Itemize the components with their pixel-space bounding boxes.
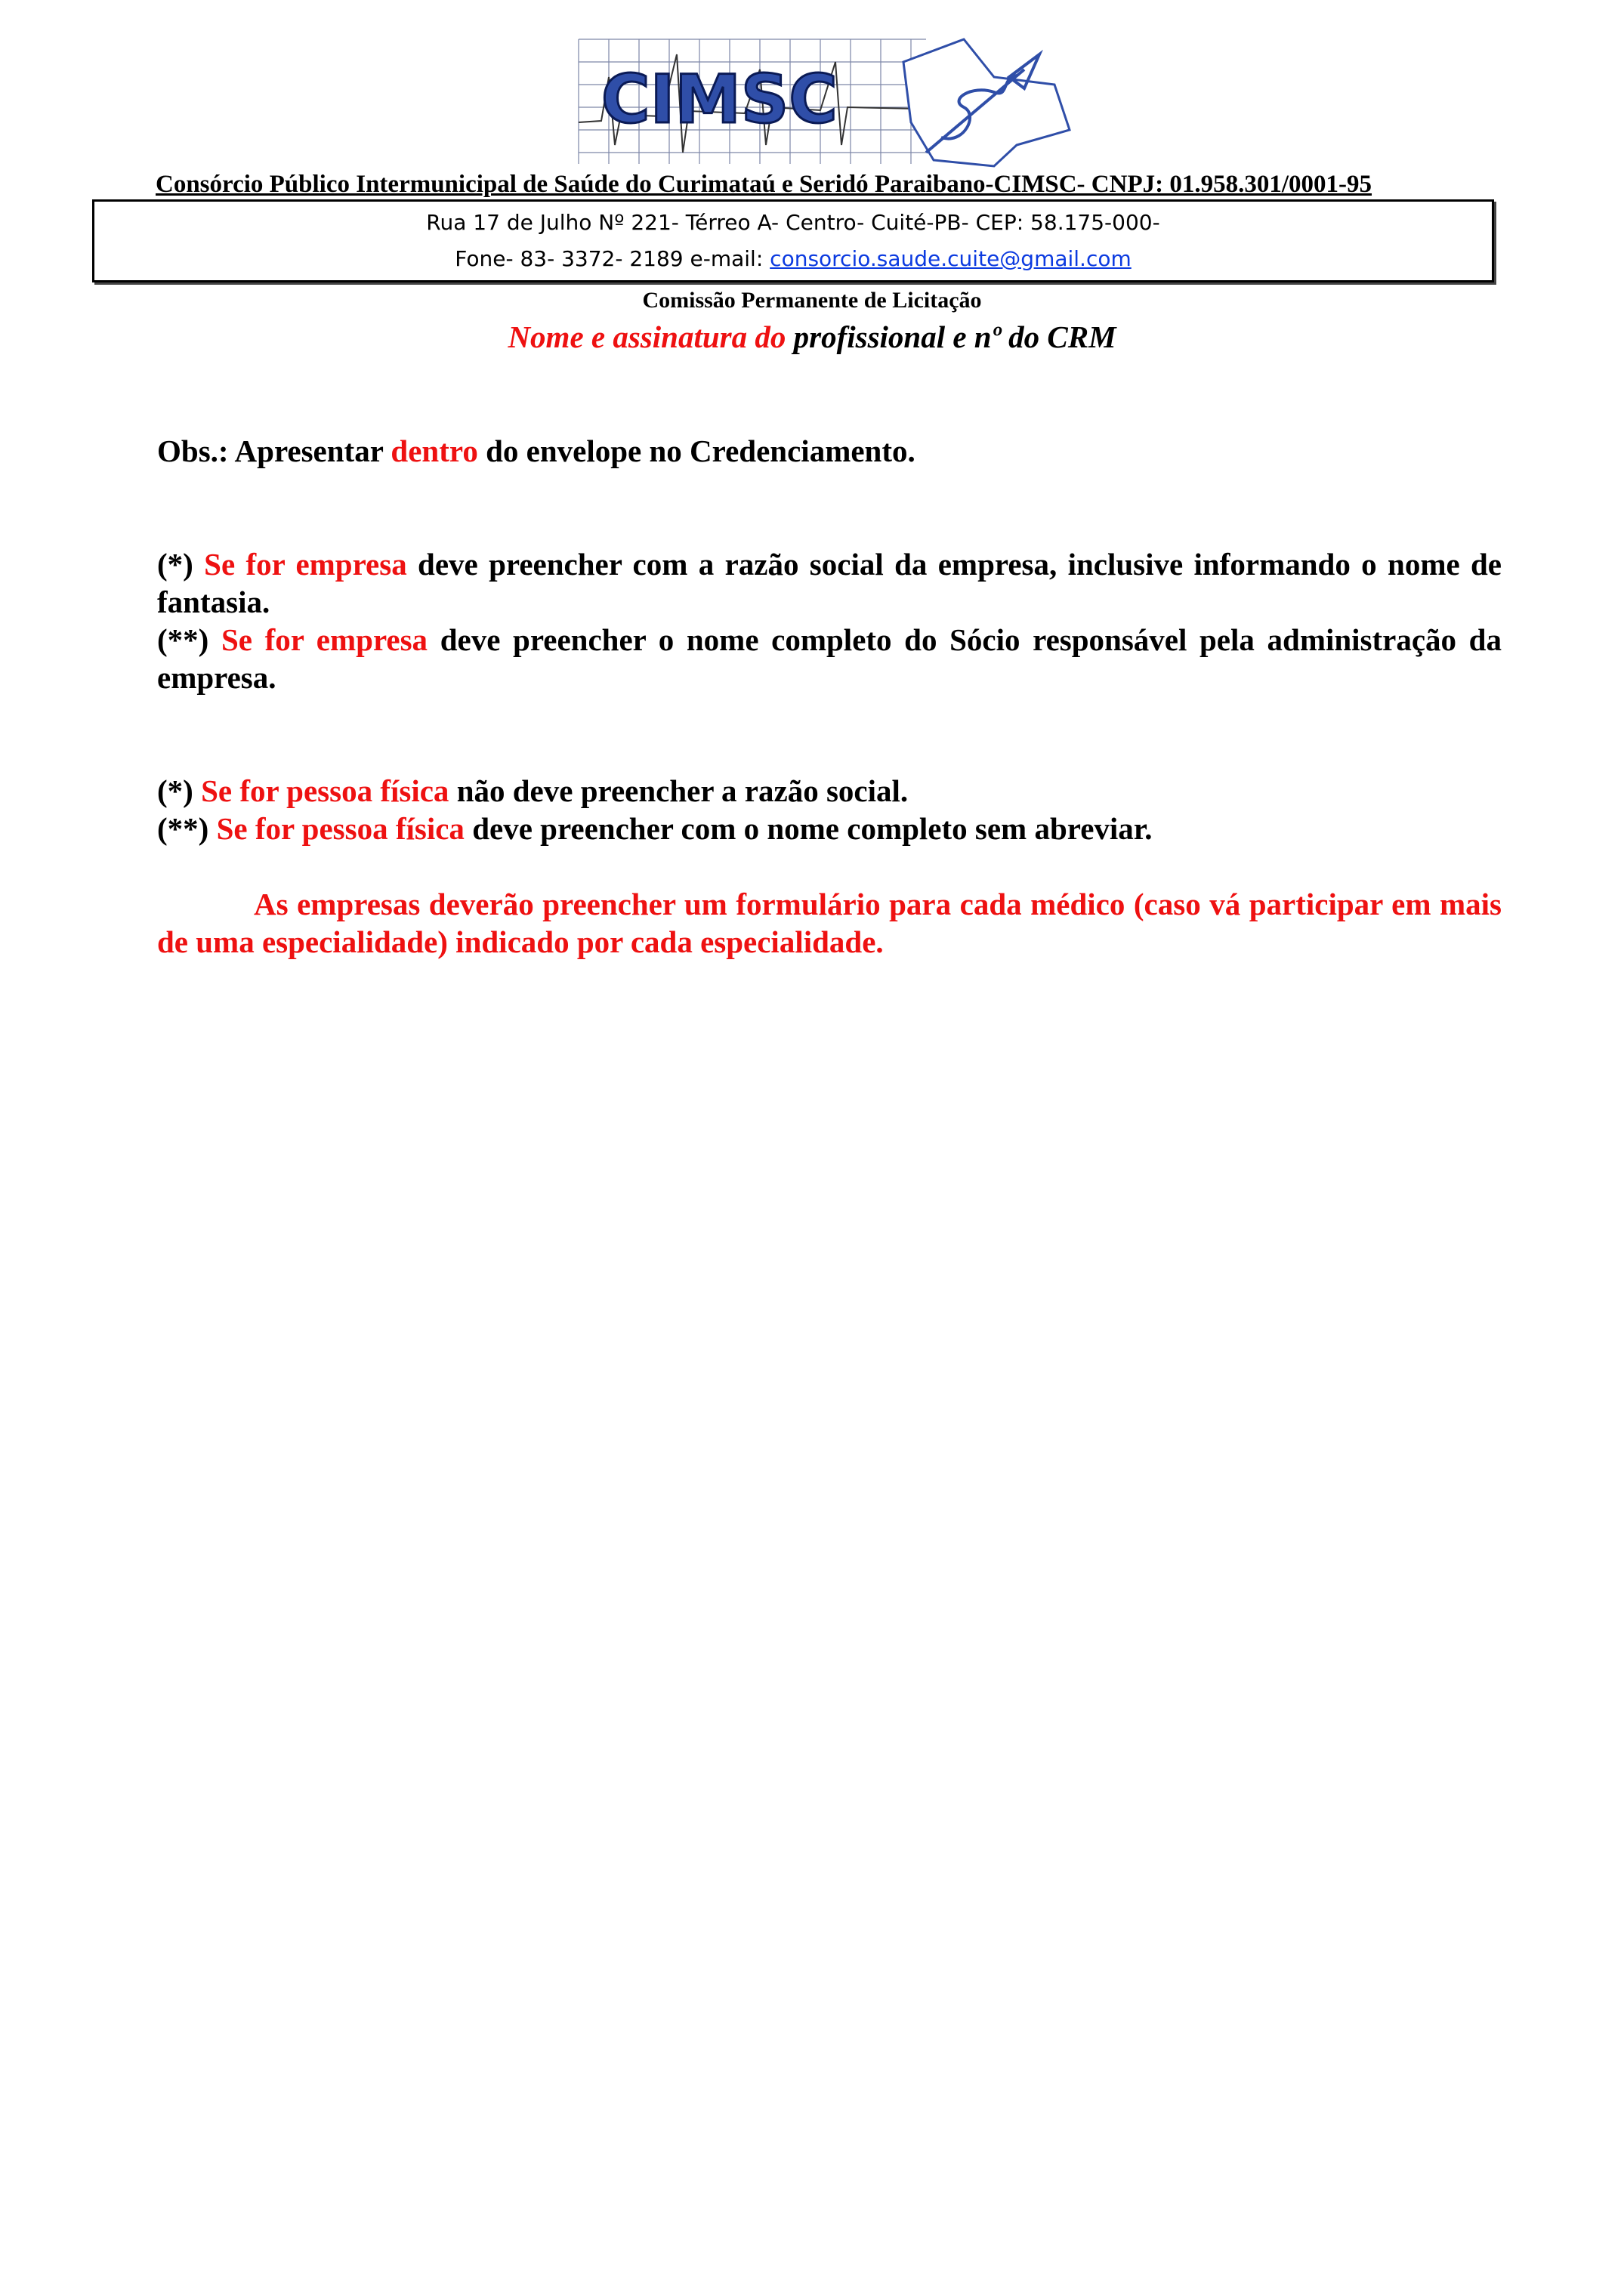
empresa-note-2-highlight: Se for empresa: [221, 622, 428, 657]
empresa-note-1-marker: (*): [157, 547, 205, 582]
obs-highlight: dentro: [391, 434, 478, 468]
empresa-note-2: [157, 621, 1502, 696]
pessoa-note-1: [157, 772, 1502, 810]
pessoa-note-2-highlight: Se for pessoa física: [216, 811, 465, 846]
commission-title: Comissão Permanente de Licitação: [642, 288, 982, 313]
pessoa-note-2-text: deve preencher com o nome completo sem abreviar.: [464, 811, 1153, 846]
address-box: [92, 199, 1494, 282]
final-note: As empresas deverão preencher um formulário para cada médico (caso vá participar em mais de uma especialidade) indicado por cada especialidade.: [157, 887, 1502, 959]
pessoa-note-1-highlight: Se for pessoa física: [201, 773, 449, 808]
logo-text: CIMSC: [601, 60, 838, 138]
obs-paragraph: [157, 432, 1502, 470]
empresa-note-2-marker: (**): [157, 622, 221, 657]
obs-before: Obs.: Apresentar: [157, 434, 391, 468]
signature-caption-red: Nome e assinatura do: [508, 319, 786, 354]
obs-after: do envelope no Credenciamento.: [477, 434, 915, 468]
address-line: Rua 17 de Julho Nº 221- Térreo A- Centro- Cuité-PB- CEP: 58.175-000-: [426, 210, 1160, 235]
cimsc-logo: [571, 32, 1085, 168]
empresa-note-1-highlight: Se for empresa: [204, 547, 407, 582]
phone-text: Fone- 83- 3372- 2189 e-mail:: [455, 246, 770, 271]
contact-line: [94, 244, 1492, 274]
organization-name: Consórcio Público Intermunicipal de Saúde do Curimataú e Seridó Paraibano-CIMSC- CNPJ: 01.958.301/0001-95: [156, 171, 1372, 198]
pessoa-note-2: [157, 810, 1502, 847]
pessoa-note-1-text: não deve preencher a razão social.: [449, 773, 909, 808]
email-link[interactable]: consorcio.saude.cuite@gmail.com: [770, 246, 1132, 271]
empresa-note-1-text: deve preencher com a razão social da empresa, inclusive informando o nome de fantasia.: [157, 547, 1502, 619]
pessoa-note-1-marker: (*): [157, 773, 202, 808]
pessoa-note-2-marker: (**): [157, 811, 217, 846]
empresa-note-2-text: deve preencher o nome completo do Sócio responsável pela administração da empresa.: [157, 622, 1502, 695]
signature-caption-black: profissional e nº do CRM: [786, 319, 1116, 354]
empresa-note-1: [157, 545, 1502, 621]
signature-caption: [0, 316, 1624, 358]
